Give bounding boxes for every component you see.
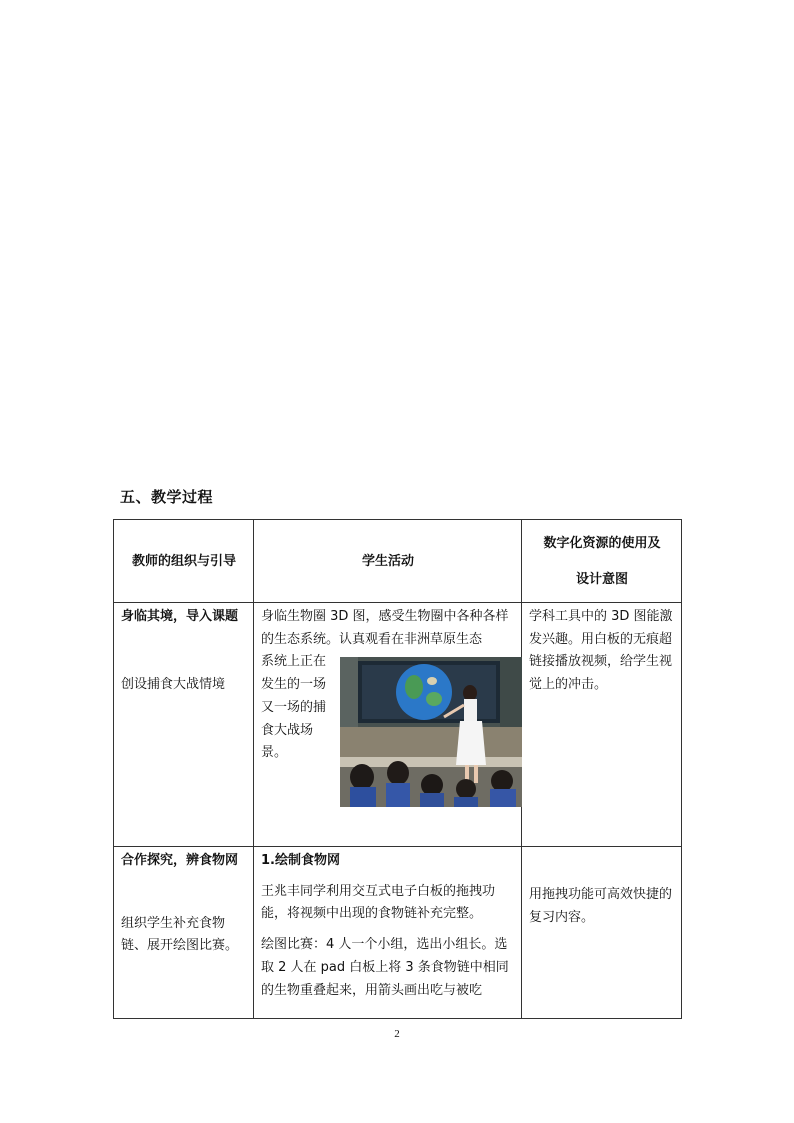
teacher-title: 合作探究，辨食物网 [121, 852, 239, 868]
student-heading: 1.绘制食物网 [261, 852, 340, 868]
header-design-line1: 数字化资源的使用及 [543, 536, 661, 551]
student-cell [254, 602, 522, 846]
student-cell [254, 846, 522, 1018]
design-text: 用拖拽功能可高效快捷的复习内容。 [529, 886, 673, 925]
teacher-text: 组织学生补充食物链、展开绘图比赛。 [121, 915, 239, 954]
page-number: 2 [394, 1028, 400, 1040]
design-text: 学科工具中的 3D 图能激发兴趣。用白板的无痕超链接播放视频，给学生视觉上的冲击。 [529, 608, 673, 693]
table-row [114, 602, 682, 846]
table-row [114, 846, 682, 1018]
design-cell [522, 602, 682, 846]
classroom-photo-illustration [340, 657, 522, 807]
teaching-process-table [113, 519, 682, 1019]
table-header-row [114, 520, 682, 603]
student-paragraph: 绘图比赛：4 人一个小组，选出小组长。选取 2 人在 pad 白板上将 3 条食物链中相同的生物重叠起来，用箭头画出吃与被吃 [261, 937, 509, 998]
classroom-photo [340, 657, 522, 807]
header-design-line2: 设计意图 [575, 572, 628, 588]
section-title: 五、教学过程 [120, 488, 214, 506]
teacher-cell [114, 846, 254, 1018]
header-student: 学生活动 [254, 520, 522, 603]
teacher-cell [114, 602, 254, 846]
teacher-text: 创设捕食大战情境 [121, 676, 226, 692]
student-paragraph: 王兆丰同学利用交互式电子白板的拖拽功能，将视频中出现的食物链补充完整。 [261, 883, 496, 922]
header-teacher: 教师的组织与引导 [114, 520, 254, 603]
design-cell [522, 846, 682, 1018]
student-text-top: 身临生物圈 3D 图，感受生物圈中各种各样的生态系统。认真观看在非洲草原生态 [261, 608, 509, 647]
header-design [522, 520, 682, 603]
teacher-title: 身临其境，导入课题 [121, 608, 239, 624]
student-text-wrap: 系统上正在发生的一场又一场的捕食大战场景。 [261, 654, 327, 761]
